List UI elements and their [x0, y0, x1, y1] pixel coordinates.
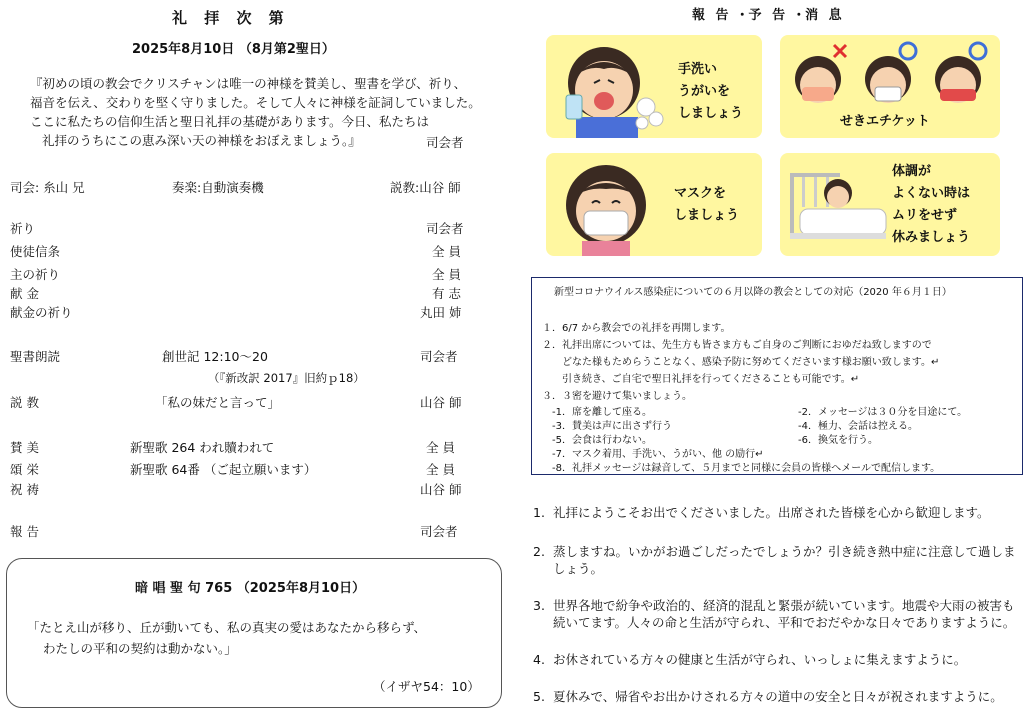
order-item: 聖書朗読 — [10, 349, 61, 364]
staff-music: 奏楽:自動演奏機 — [172, 180, 264, 195]
order-role: 山谷 師 — [420, 482, 462, 497]
covid-rule: -8．礼拝メッセージは録音して、５月までと同様に会員の皆様へメールで配信します。 — [552, 463, 941, 474]
order-role: 司会者 — [420, 349, 458, 364]
covid-rule: -7．マスク着用、手洗い、うがい、他 の励行↵ — [552, 449, 764, 460]
covid-rule: -4．極力、会話は控える。 — [798, 421, 918, 432]
order-item: 主の祈り — [10, 267, 61, 282]
girl-mask-illustration — [546, 153, 666, 256]
order-role: 全 員 — [426, 440, 455, 455]
covid-item: ３．３密を避けて集いましょう。 — [542, 391, 692, 402]
notice-item: 1. 礼拝にようこそお出でくださいました。出席された皆様を心から歓迎します。 — [533, 505, 990, 520]
order-item: 説 教 — [10, 395, 39, 410]
order-role: 有 志 — [432, 286, 461, 301]
mask-card — [546, 153, 762, 256]
notice-item: 4. お休されている方々の健康と生活が守られ、いっしょに集えますように。 — [533, 652, 967, 667]
covid-policy-box — [531, 277, 1023, 475]
program-title: 礼 拝 次 第 — [172, 9, 290, 27]
order-item: 報 告 — [10, 524, 39, 539]
notice-item: 3. 世界各地で紛争や政治的、経済的混乱と緊張が続いています。地震や大雨の被害も続いてます。人々の命と生活が守られ、平和でおだやかな日々でありますように。 — [533, 598, 1016, 630]
order-role: 丸田 姉 — [420, 305, 462, 320]
intro-line: 礼拝のうちにこの恵み深い天の神様をおぼえましょう。』 — [42, 133, 361, 148]
order-role: 全 員 — [432, 267, 461, 282]
order-detail: 新聖歌 64番 （ご起立願います） — [130, 462, 317, 477]
order-role: 全 員 — [432, 244, 461, 259]
order-detail: （『新改訳 2017』旧約ｐ18） — [208, 371, 365, 385]
covid-rule: -5．会食は行わない。 — [552, 435, 652, 446]
covid-item: ２．礼拝出席については、先生方も皆さま方もご自身のご判断におゆだね致しますので — [542, 340, 932, 351]
order-role: 山谷 師 — [420, 395, 462, 410]
memory-verse-line: わたしの平和の契約は動かない。」 — [43, 641, 237, 656]
covid-rule: -2．メッセージは３０分を目途にて。 — [798, 407, 968, 418]
cough-etiquette-illustration — [780, 35, 1000, 110]
intro-line: 『初めの頃の教会でクリスチャンは唯一の神様を賛美し、聖書を学び、祈り、 — [30, 76, 467, 91]
order-item: 祈り — [10, 221, 36, 236]
covid-rule: -1．席を離して座る。 — [552, 407, 652, 418]
card-caption: せきエチケット — [840, 114, 930, 129]
covid-heading: 新型コロナウイルス感染症についての６月以降の教会としての対応（2020 年６月１日） — [554, 287, 952, 298]
covid-rule: -6．換気を行う。 — [798, 435, 878, 446]
card-caption: 手洗い うがいを しましょう — [678, 62, 744, 121]
order-item: 祝 祷 — [10, 482, 39, 497]
sick-in-bed-illustration — [780, 153, 890, 256]
covid-rule: -3．賛美は声に出さず行う — [552, 421, 672, 432]
notice-item: 2. 蒸しますね。いかがお過ごしだったでしょうか？引き続き熱中症に注意して過しましょう。 — [533, 544, 1016, 576]
staff-sermon: 説教:山谷 師 — [390, 180, 461, 195]
card-caption: マスクを しましょう — [674, 186, 740, 223]
card-caption: 体調が よくない時は ムリをせず 休みましょう — [892, 164, 971, 245]
order-item: 献金の祈り — [10, 305, 73, 320]
order-item: 賛 美 — [10, 440, 39, 455]
order-item: 頌 栄 — [10, 462, 39, 477]
order-detail: 創世記 12:10～20 — [162, 349, 268, 364]
service-date: 2025年8月10日 （8月第2聖日） — [132, 42, 335, 57]
order-role: 司会者 — [426, 221, 464, 236]
memory-verse-line: 「たとえ山が移り、丘が動いても、私の真実の愛はあなたから移らず、 — [27, 620, 427, 635]
order-item: 献 金 — [10, 286, 39, 301]
order-role: 全 員 — [426, 462, 455, 477]
handwashing-card — [546, 35, 762, 138]
intro-role: 司会者 — [426, 135, 464, 150]
intro-line: ここに私たちの信仰生活と聖日礼拝の基礎があります。今日、私たちは — [30, 114, 430, 129]
notice-item: 5. 夏休みで、帰省やお出かけされる方々の道中の安全と日々が祝されますように。 — [533, 689, 1003, 704]
covid-item: １．6/7 から教会での礼拝を再開します。 — [542, 323, 731, 334]
rest-card — [780, 153, 1000, 256]
memory-verse-heading: 暗 唱 聖 句 765 （2025年8月10日） — [135, 581, 366, 596]
notices-title: 報 告 ･予 告 ･消 息 — [692, 8, 845, 23]
order-role: 司会者 — [420, 524, 458, 539]
covid-item: どなた様もためらうことなく、感染予防に努めてくださいます様お願い致します。↵ — [562, 357, 940, 368]
cough-etiquette-card — [780, 35, 1000, 138]
intro-line: 福音を伝え、交わりを堅く守りました。そして人々に神様を証詞していました。 — [30, 95, 481, 110]
staff-host: 司会: 糸山 兄 — [10, 180, 85, 195]
memory-verse-ref: （イザヤ54：10） — [373, 679, 480, 694]
covid-item: 引き続き、ご自宅で聖日礼拝を行ってくださることも可能です。↵ — [562, 374, 860, 385]
order-detail: 「私の妹だと言って」 — [155, 395, 281, 410]
memory-verse-box — [6, 558, 502, 708]
order-detail: 新聖歌 264 われ贖われて — [130, 440, 275, 455]
intro-text — [30, 74, 480, 150]
order-item: 使徒信条 — [10, 244, 61, 259]
child-gargling-illustration — [546, 35, 666, 138]
